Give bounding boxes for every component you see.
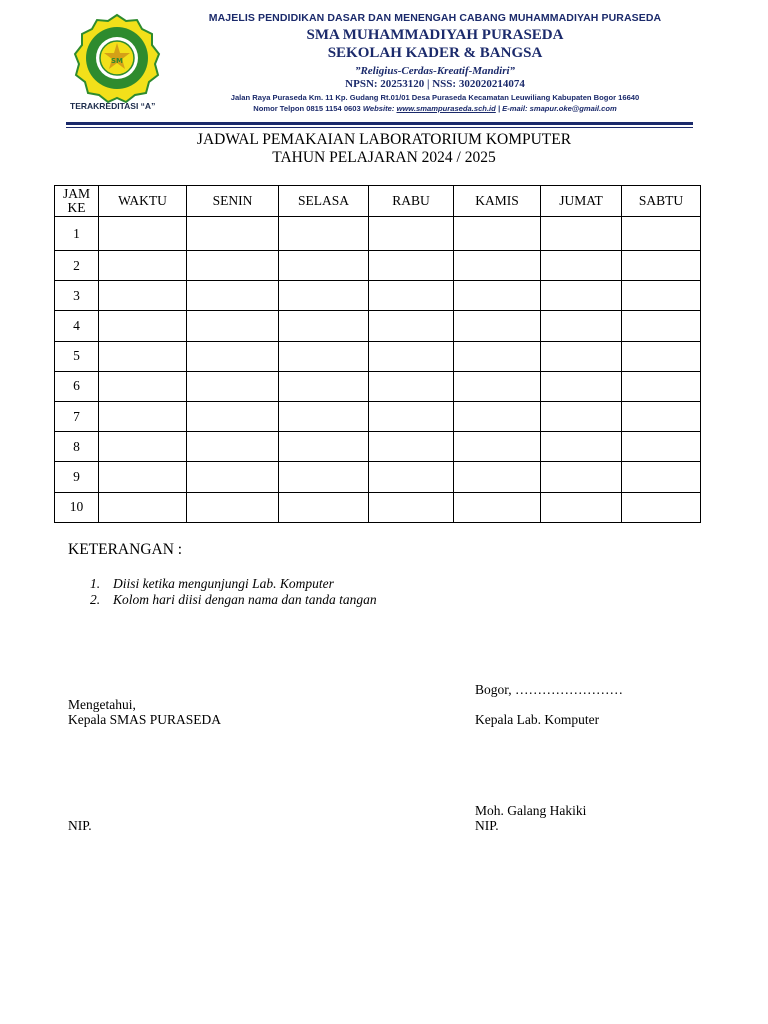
table-row — [55, 281, 701, 311]
table-row — [55, 492, 701, 522]
jam-ke-cell: 4 — [55, 311, 99, 341]
table-row — [55, 217, 701, 251]
schedule-cell[interactable] — [541, 251, 622, 281]
school-contact — [175, 104, 695, 113]
schedule-cell[interactable] — [454, 311, 541, 341]
table-row — [55, 432, 701, 462]
letterhead-text — [175, 12, 695, 113]
phone-text: Nomor Telpon 0815 1154 0603 — [253, 104, 361, 113]
schedule-cell[interactable] — [187, 401, 279, 431]
schedule-cell[interactable] — [279, 492, 369, 522]
schedule-cell[interactable] — [99, 311, 187, 341]
schedule-cell[interactable] — [369, 281, 454, 311]
schedule-cell[interactable] — [369, 341, 454, 371]
schedule-cell[interactable] — [369, 401, 454, 431]
header-kamis: KAMIS — [454, 186, 541, 217]
schedule-cell[interactable] — [454, 492, 541, 522]
schedule-cell[interactable] — [454, 341, 541, 371]
note-text: Kolom hari diisi dengan nama dan tanda tangan — [113, 591, 377, 607]
schedule-cell[interactable] — [541, 371, 622, 401]
schedule-cell[interactable] — [99, 281, 187, 311]
lab-head-name: Moh. Galang Hakiki — [475, 803, 587, 818]
jam-ke-cell: 5 — [55, 341, 99, 371]
schedule-cell[interactable] — [187, 311, 279, 341]
organization-name: MAJELIS PENDIDIKAN DASAR DAN MENENGAH CABANG MUHAMMADIYAH PURASEDA — [208, 12, 662, 24]
principal-title: Kepala SMAS PURASEDA — [68, 712, 222, 727]
header-selasa: SELASA — [279, 186, 369, 217]
list-item — [90, 592, 377, 608]
jam-ke-cell: 7 — [55, 401, 99, 431]
schedule-cell[interactable] — [187, 281, 279, 311]
jam-ke-cell: 6 — [55, 371, 99, 401]
table-row — [55, 251, 701, 281]
schedule-cell[interactable] — [622, 217, 701, 251]
schedule-cell[interactable] — [454, 401, 541, 431]
left-nip: NIP. — [68, 818, 92, 833]
table-header-row — [55, 186, 701, 217]
table-row — [55, 462, 701, 492]
header-rabu: RABU — [369, 186, 454, 217]
letterhead-rule-thin — [66, 127, 693, 128]
school-name: SMA MUHAMMADIYAH PURASEDA — [306, 27, 564, 43]
schedule-cell[interactable] — [541, 401, 622, 431]
schedule-cell[interactable] — [622, 492, 701, 522]
jam-ke-cell: 9 — [55, 462, 99, 492]
school-ids: NPSN: 20253120 | NSS: 302020214074 — [345, 78, 525, 90]
header-senin: SENIN — [187, 186, 279, 217]
schedule-cell[interactable] — [622, 371, 701, 401]
title-line-1: JADWAL PEMAKAIAN LABORATORIUM KOMPUTER — [196, 131, 572, 148]
header-jumat: JUMAT — [541, 186, 622, 217]
schedule-cell[interactable] — [279, 462, 369, 492]
schedule-cell[interactable] — [187, 371, 279, 401]
schedule-cell[interactable] — [622, 251, 701, 281]
document-title — [0, 131, 768, 167]
schedule-cell[interactable] — [99, 462, 187, 492]
school-logo — [72, 13, 162, 103]
jam-ke-cell: 3 — [55, 281, 99, 311]
schedule-cell[interactable] — [454, 462, 541, 492]
notes-list — [90, 576, 377, 607]
schedule-cell[interactable] — [541, 492, 622, 522]
schedule-cell[interactable] — [187, 341, 279, 371]
note-text: Diisi ketika mengunjungi Lab. Komputer — [113, 576, 334, 591]
notes-heading: KETERANGAN : — [68, 541, 183, 558]
email-text: | E-mail: smapur.oke@gmail.com — [497, 104, 617, 113]
schedule-cell[interactable] — [369, 462, 454, 492]
schedule-cell[interactable] — [369, 371, 454, 401]
header-sabtu: SABTU — [622, 186, 701, 217]
schedule-cell[interactable] — [99, 401, 187, 431]
schedule-cell[interactable] — [279, 311, 369, 341]
note-number: 2. — [90, 591, 101, 607]
jam-ke-cell: 10 — [55, 492, 99, 522]
header-waktu: WAKTU — [99, 186, 187, 217]
website-link[interactable]: www.smampuraseda.sch.id — [396, 104, 496, 113]
acknowledged-label: Mengetahui, — [68, 697, 136, 712]
schedule-cell[interactable] — [454, 281, 541, 311]
title-line-2: TAHUN PELAJARAN 2024 / 2025 — [272, 149, 496, 166]
schedule-cell[interactable] — [541, 311, 622, 341]
schedule-cell[interactable] — [187, 432, 279, 462]
schedule-cell[interactable] — [279, 217, 369, 251]
schedule-cell[interactable] — [541, 281, 622, 311]
schedule-cell[interactable] — [454, 251, 541, 281]
schedule-table — [54, 185, 701, 523]
schedule-cell[interactable] — [622, 462, 701, 492]
school-address: Jalan Raya Puraseda Km. 11 Kp. Gudang Rt.01/01 Desa Puraseda Kecamatan Leuwiliang Kabupaten Bogor 16640 — [230, 93, 640, 102]
jam-ke-cell: 2 — [55, 251, 99, 281]
left-signature-block — [68, 697, 221, 727]
schedule-cell[interactable] — [541, 217, 622, 251]
schedule-cell[interactable] — [454, 371, 541, 401]
schedule-cell[interactable] — [369, 311, 454, 341]
school-tagline: SEKOLAH KADER & BANGSA — [327, 45, 543, 61]
table-row — [55, 341, 701, 371]
schedule-cell[interactable] — [187, 217, 279, 251]
schedule-cell[interactable] — [187, 251, 279, 281]
table-row — [55, 371, 701, 401]
right-signature-name-block — [475, 803, 586, 833]
lab-head-title: Kepala Lab. Komputer — [475, 712, 600, 727]
website-label: Website: — [362, 104, 395, 113]
schedule-cell[interactable] — [622, 311, 701, 341]
right-nip: NIP. — [475, 818, 499, 833]
schedule-cell[interactable] — [541, 432, 622, 462]
schedule-cell[interactable] — [622, 281, 701, 311]
schedule-cell[interactable] — [541, 462, 622, 492]
letterhead-rule-thick — [66, 122, 693, 125]
schedule-cell[interactable] — [622, 341, 701, 371]
schedule-cell[interactable] — [279, 251, 369, 281]
schedule-cell[interactable] — [99, 251, 187, 281]
schedule-cell[interactable] — [187, 492, 279, 522]
schedule-cell[interactable] — [369, 492, 454, 522]
schedule-cell[interactable] — [279, 432, 369, 462]
jam-ke-cell: 8 — [55, 432, 99, 462]
schedule-cell[interactable] — [369, 217, 454, 251]
schedule-cell[interactable] — [541, 341, 622, 371]
accreditation-label: TERAKREDITASI “A” — [70, 101, 156, 111]
schedule-cell[interactable] — [187, 462, 279, 492]
schedule-cell[interactable] — [99, 217, 187, 251]
school-motto: ”Religius-Cerdas-Kreatif-Mandiri” — [354, 65, 516, 77]
schedule-cell[interactable] — [99, 432, 187, 462]
schedule-cell[interactable] — [622, 401, 701, 431]
header-jam-ke: JAM KE — [55, 186, 99, 217]
schedule-cell[interactable] — [99, 371, 187, 401]
schedule-table-body — [55, 217, 701, 523]
schedule-cell[interactable] — [279, 401, 369, 431]
schedule-cell[interactable] — [99, 492, 187, 522]
schedule-cell[interactable] — [369, 432, 454, 462]
place-date: Bogor, …………………… — [475, 682, 623, 697]
schedule-cell[interactable] — [99, 341, 187, 371]
svg-text:SM: SM — [110, 57, 124, 65]
list-item — [90, 576, 377, 592]
schedule-cell[interactable] — [279, 341, 369, 371]
table-row — [55, 311, 701, 341]
table-row — [55, 401, 701, 431]
schedule-cell[interactable] — [454, 217, 541, 251]
schedule-cell[interactable] — [454, 432, 541, 462]
schedule-cell[interactable] — [279, 281, 369, 311]
schedule-cell[interactable] — [622, 432, 701, 462]
schedule-cell[interactable] — [279, 371, 369, 401]
note-number: 1. — [90, 576, 101, 591]
schedule-cell[interactable] — [369, 251, 454, 281]
jam-ke-cell: 1 — [55, 217, 99, 251]
